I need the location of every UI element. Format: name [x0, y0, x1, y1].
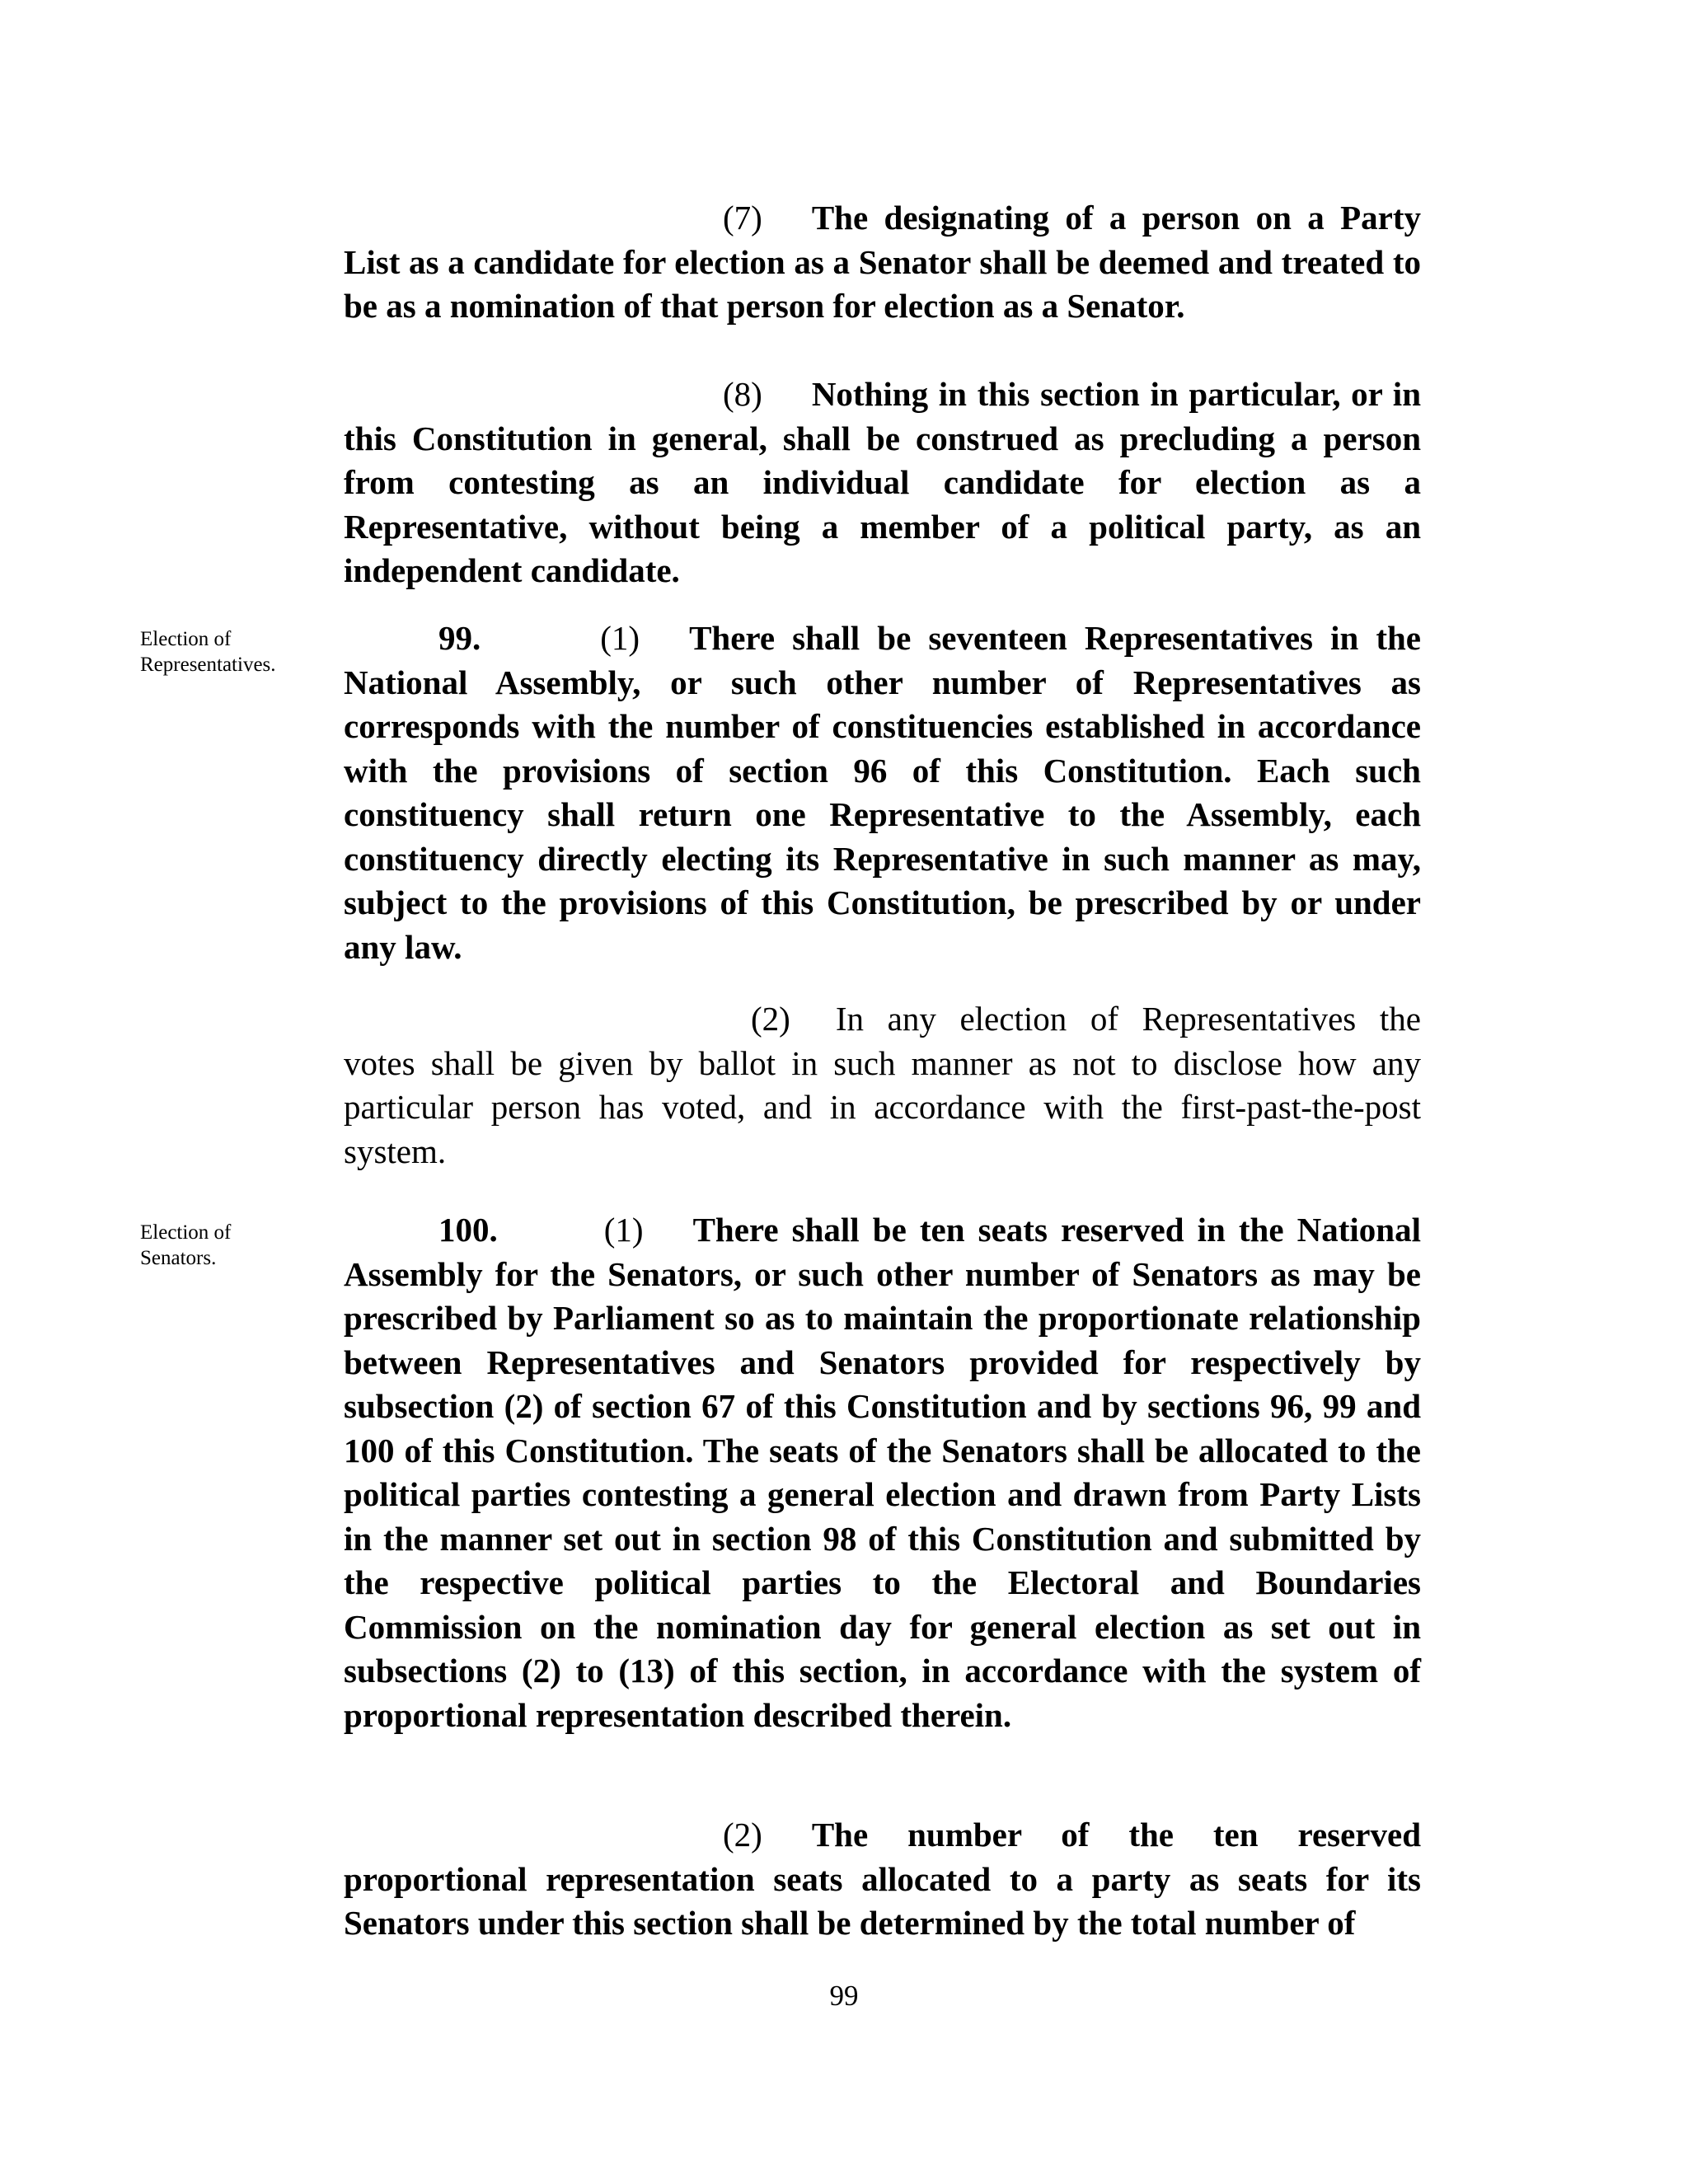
section-99-subsection-2: [344, 997, 1421, 1174]
section-number: 100.: [438, 1211, 498, 1249]
paragraph-text: There shall be seventeen Representatives in the National Assembly, or such other number of Representatives as corresponds with the number of constituencies established in accordance with the provisions of section 96 of this Constitution. Each such constituency shall return one Representative to the Assembly, each constituency directly electing its Representative in such manner as may, subject to the provisions of this Constitution, be prescribed by or under any law.: [344, 619, 1421, 966]
section-100-subsection-1: [344, 1208, 1421, 1737]
paragraph-number: (7): [723, 199, 762, 237]
paragraph-text: The number of the ten reserved proportional representation seats allocated to a party as seats for its Senators under this section shall be determined by the total number of: [344, 1816, 1421, 1942]
section-number: 99.: [438, 619, 481, 657]
paragraph-number: (1): [600, 619, 640, 657]
margin-note-election-of-senators: Election of Senators.: [140, 1221, 232, 1269]
paragraph-7: [344, 196, 1421, 329]
section-100-subsection-2: [344, 1813, 1421, 1946]
paragraph-8: [344, 373, 1421, 593]
paragraph-number: (8): [723, 375, 762, 413]
paragraph-text: There shall be ten seats reserved in the National Assembly for the Senators, or such other number of Senators as may be prescribed by Parliament so as to maintain the proportionate relationship between Representatives and Senators provided for respectively by subsection (2) of section 67 of this Constitution and by sections 96, 99 and 100 of this Constitution. The seats of the Senators shall be allocated to the political parties contesting a general election and drawn from Party Lists in the manner set out in section 98 of this Constitution and submitted by the respective political parties to the Electoral and Boundaries Commission on the nomination day for general election as set out in subsections (2) to (13) of this section, in accordance with the system of proportional representation described therein.: [344, 1211, 1421, 1734]
section-99-subsection-1: [344, 616, 1421, 969]
paragraph-text: The designating of a person on a Party List as a candidate for election as a Senator shall be deemed and treated to be as a nomination of that person for election as a Senator.: [344, 199, 1421, 325]
page-number: 99: [829, 1980, 859, 2012]
paragraph-text: In any election of Representatives the votes shall be given by ballot in such manner as not to disclose how any particular person has voted, and in accordance with the first-past-the-post system.: [344, 1000, 1421, 1170]
paragraph-number: (2): [751, 1000, 790, 1038]
paragraph-number: (1): [603, 1211, 644, 1249]
margin-note-election-of-representatives: Election of Representatives.: [140, 628, 276, 676]
paragraph-number: (2): [723, 1816, 762, 1854]
paragraph-text: Nothing in this section in particular, or in this Constitution in general, shall be construed as precluding a person from contesting as an individual candidate for election as a Representative, without being a member of a political party, as an independent candidate.: [344, 375, 1421, 589]
